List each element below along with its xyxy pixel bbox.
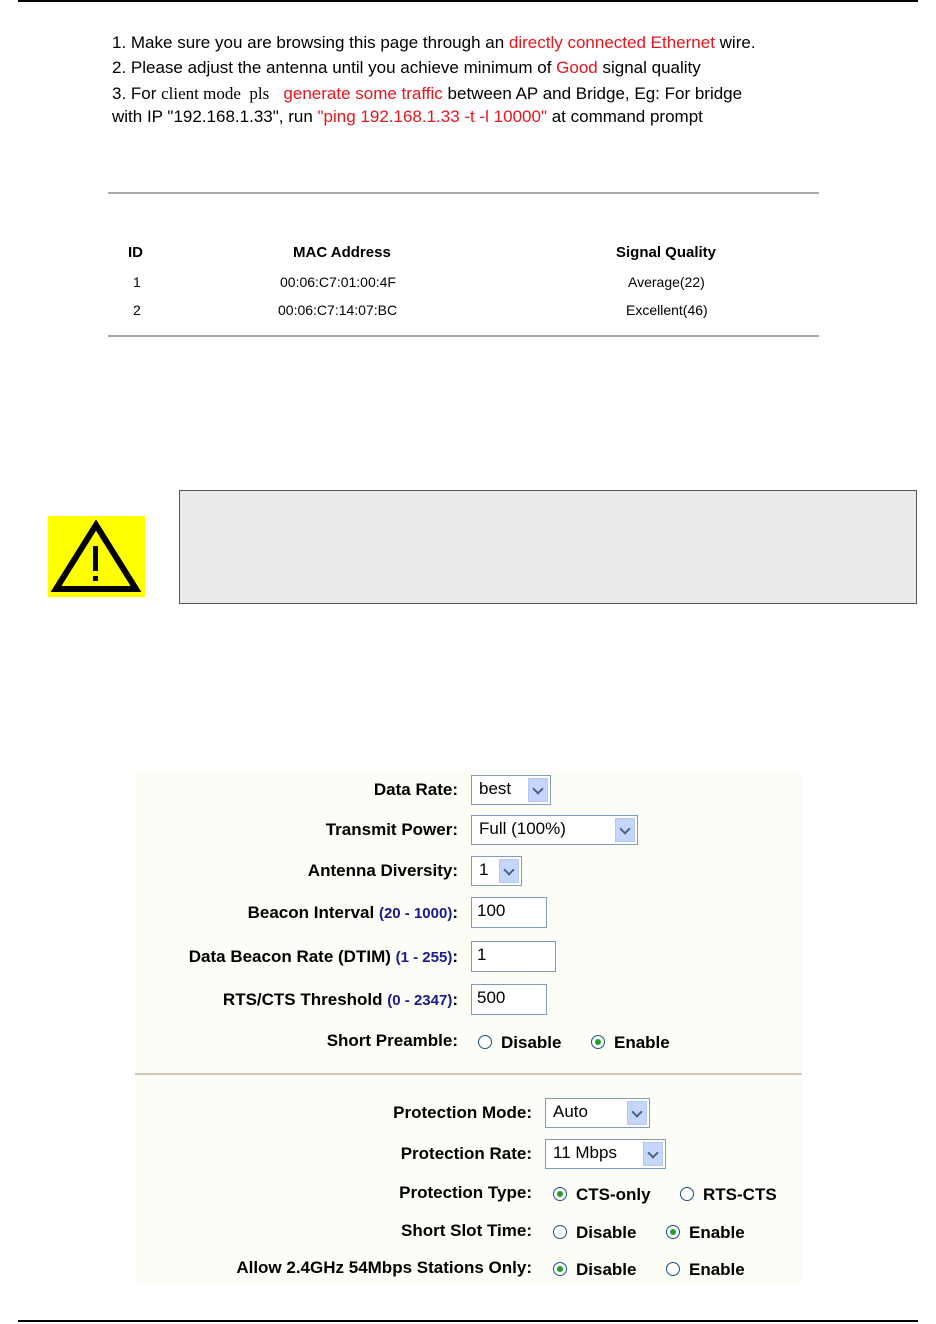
short-preamble-enable-radio[interactable] [591,1035,605,1049]
table-cell-signal-quality: Excellent(46) [626,302,708,318]
instruction-highlight: generate some traffic [283,84,443,103]
table-cell-mac: 00:06:C7:01:00:4F [280,274,396,290]
instruction-serif-text: client mode pls [161,84,270,103]
table-cell-mac: 00:06:C7:14:07:BC [278,302,398,318]
short-preamble-label: Short Preamble: [326,1031,458,1050]
instruction-highlight: directly connected Ethernet [508,33,715,52]
beacon-interval-label [248,903,458,923]
instruction-text: with IP "192.168.1.33", run [112,107,318,126]
instruction-text: signal quality [597,58,701,77]
instruction-text: wire. [714,33,756,52]
table-cell-id: 1 [133,274,141,290]
page-bottom-rule [18,1320,918,1322]
rts-threshold-range: (0 - 2347) [387,992,453,1009]
warning-triangle-icon [48,516,145,597]
page-top-rule [18,0,918,2]
label-colon: : [452,947,458,966]
protection-type-label: Protection Type: [399,1183,532,1202]
dtim-value: 1 [477,945,487,964]
chevron-down-icon[interactable] [643,1142,663,1166]
column-header-mac: MAC Address [293,244,391,261]
rts-threshold-value: 500 [477,988,506,1007]
allow-54mbps-only-label: Allow 2.4GHz 54Mbps Stations Only: [236,1258,532,1277]
table-bottom-divider [108,335,819,337]
chevron-down-icon[interactable] [627,1101,647,1125]
transmit-power-value: Full (100%) [479,819,566,838]
protection-rate-select[interactable] [545,1139,666,1169]
protection-rate-value: 11 Mbps [553,1143,617,1162]
transmit-power-label: Transmit Power: [325,820,458,839]
column-header-signal-quality: Signal Quality [616,244,717,261]
protection-type-rts-cts-label[interactable]: RTS-CTS [703,1185,777,1204]
warning-note-box [179,490,917,604]
protection-mode-label: Protection Mode: [393,1103,532,1122]
allow-54mbps-disable-label[interactable]: Disable [576,1260,637,1279]
instruction-text: 2. Please adjust the antenna until you achieve minimum of [112,58,557,77]
allow-54mbps-disable-radio[interactable] [553,1262,567,1276]
beacon-interval-range: (20 - 1000) [378,905,453,922]
wireless-settings-panel [135,770,802,1285]
instruction-line-1 [112,32,756,54]
dtim-label-text: Data Beacon Rate (DTIM) [188,947,391,966]
short-preamble-enable-label[interactable]: Enable [614,1033,670,1052]
protection-mode-value: Auto [553,1102,588,1121]
allow-54mbps-enable-label[interactable]: Enable [689,1260,745,1279]
label-colon: : [452,990,458,1009]
chevron-down-icon[interactable] [615,818,635,842]
short-slot-enable-radio[interactable] [666,1225,680,1239]
instruction-highlight: Good [556,58,598,77]
chevron-down-icon[interactable] [528,778,548,802]
column-header-id: ID [128,244,143,261]
beacon-interval-label-text: Beacon Interval [247,903,375,922]
rts-threshold-label-text: RTS/CTS Threshold [222,990,383,1009]
beacon-interval-value: 100 [477,901,506,920]
protection-type-cts-only-label[interactable]: CTS-only [576,1185,651,1204]
short-slot-disable-label[interactable]: Disable [576,1223,637,1242]
dtim-range: (1 - 255) [395,949,453,966]
short-slot-time-label: Short Slot Time: [401,1221,532,1240]
instruction-text: between AP and Bridge, Eg: For bridge [442,84,743,103]
short-preamble-disable-radio[interactable] [478,1035,492,1049]
data-rate-value: best [479,779,512,798]
instruction-line-4 [112,106,703,128]
instruction-text: at command prompt [546,107,703,126]
table-cell-id: 2 [133,302,141,318]
protection-rate-label: Protection Rate: [400,1144,532,1163]
antenna-diversity-label: Antenna Diversity: [307,861,458,880]
table-top-divider [108,192,819,194]
short-slot-enable-label[interactable]: Enable [689,1223,745,1242]
chevron-down-icon[interactable] [499,859,519,883]
antenna-diversity-select[interactable] [471,856,522,886]
rts-threshold-label [223,990,458,1010]
instruction-text: 3. For [112,84,162,103]
short-slot-disable-radio[interactable] [553,1225,567,1239]
dtim-input[interactable] [471,941,556,972]
instruction-text: 1. Make sure you are browsing this page through an [112,33,509,52]
beacon-interval-input[interactable] [471,897,547,928]
label-colon: : [452,903,458,922]
short-preamble-disable-label[interactable]: Disable [501,1033,562,1052]
transmit-power-select[interactable] [471,815,638,845]
rts-threshold-input[interactable] [471,984,547,1015]
section-divider [135,1073,802,1075]
protection-type-rts-cts-radio[interactable] [680,1187,694,1201]
instruction-line-2 [112,57,701,79]
instruction-highlight: "ping 192.168.1.33 -t -l 10000" [317,107,547,126]
allow-54mbps-enable-radio[interactable] [666,1262,680,1276]
table-cell-signal-quality: Average(22) [628,274,705,290]
instruction-line-3 [112,83,742,105]
data-rate-label: Data Rate: [373,780,458,799]
antenna-diversity-value: 1 [479,860,489,879]
protection-type-cts-only-radio[interactable] [553,1187,567,1201]
dtim-label [189,947,458,967]
protection-mode-select[interactable] [545,1098,650,1128]
data-rate-select[interactable] [471,775,551,805]
